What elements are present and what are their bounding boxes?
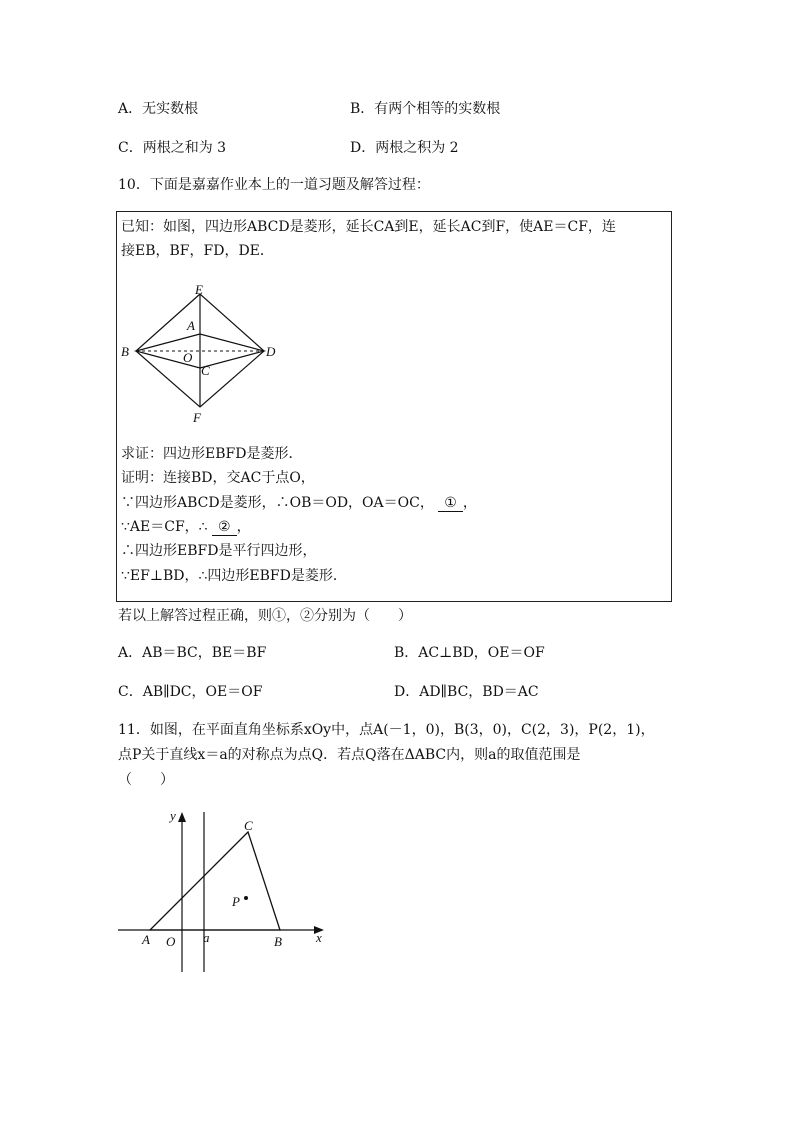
q10-option-d: D．AD∥BC，BD＝AC (394, 684, 539, 700)
label-a: A (187, 318, 195, 333)
q11-line1: 11．如图，在平面直角坐标系xOy中，点A(－1，0)，B(3，0)，C(2，3)，P(2，1)， (118, 722, 655, 738)
axis-label-x: x (316, 930, 322, 945)
label-e: E (195, 282, 203, 297)
axis-label-y: y (170, 808, 176, 823)
point-p (244, 896, 248, 900)
y-axis-arrow (178, 812, 186, 822)
q10-prove: 求证：四边形EBFD是菱形． (121, 446, 303, 462)
label-p: P (232, 894, 240, 909)
label-o: O (166, 934, 176, 949)
triangle-abc (150, 832, 280, 930)
label-a: A (142, 932, 150, 947)
label-f: F (193, 410, 201, 422)
q9-option-c: C．两根之和为 3 (118, 140, 227, 156)
q10-blank-1: ① (438, 495, 463, 512)
q10-given-line2: 接EB，BF，FD，DE． (121, 243, 274, 259)
q9-option-a: A．无实数根 (118, 101, 199, 117)
q10-option-b: B．AC⊥BD，OE＝OF (394, 645, 545, 661)
q10-blank-2: ② (212, 519, 237, 536)
q10-option-a: A．AB＝BC，BE＝BF (118, 645, 267, 661)
label-a-line: a (203, 930, 210, 945)
q10-proof-3-text: ∵AE＝CF，∴ (121, 519, 208, 535)
q10-proof-5: ∵EF⊥BD，∴四边形EBFD是菱形． (121, 568, 347, 584)
q9-option-b: B．有两个相等的实数根 (350, 101, 501, 117)
q10-solution-box (116, 211, 672, 602)
rhombus-figure (117, 282, 297, 422)
q10-given-line1: 已知：如图，四边形ABCD是菱形，延长CA到E，延长AC到F，使AE＝CF，连 (121, 219, 616, 235)
label-d: D (266, 344, 276, 359)
label-o: O (183, 350, 193, 365)
q10-proof-1: 证明：连接BD，交AC于点O， (121, 470, 315, 486)
q10-proof-2-text: ∵四边形ABCD是菱形，∴OB＝OD，OA＝OC， (121, 495, 434, 511)
q10-proof-3: ∵AE＝CF，∴ ② ， (121, 519, 251, 535)
q10-question: 若以上解答过程正确，则①，②分别为（ ） (118, 608, 412, 624)
q10-proof-4: ∴四边形EBFD是平行四边形， (121, 543, 317, 559)
label-b: B (121, 344, 129, 359)
q9-option-d: D．两根之积为 2 (350, 140, 459, 156)
label-b: B (274, 934, 282, 949)
q10-proof-2: ∵四边形ABCD是菱形，∴OB＝OD，OA＝OC， ① ， (121, 495, 477, 511)
label-c: C (244, 818, 253, 833)
q10-option-c: C．AB∥DC，OE＝OF (118, 684, 263, 700)
label-c: C (201, 363, 210, 378)
q10-stem: 10．下面是嘉嘉作业本上的一道习题及解答过程： (118, 177, 430, 193)
q11-line3: （ ） (118, 772, 174, 788)
q11-line2: 点P关于直线x＝a的对称点为点Q．若点Q落在ΔABC内，则a的取值范围是 (118, 747, 581, 763)
coordinate-figure (110, 800, 350, 985)
